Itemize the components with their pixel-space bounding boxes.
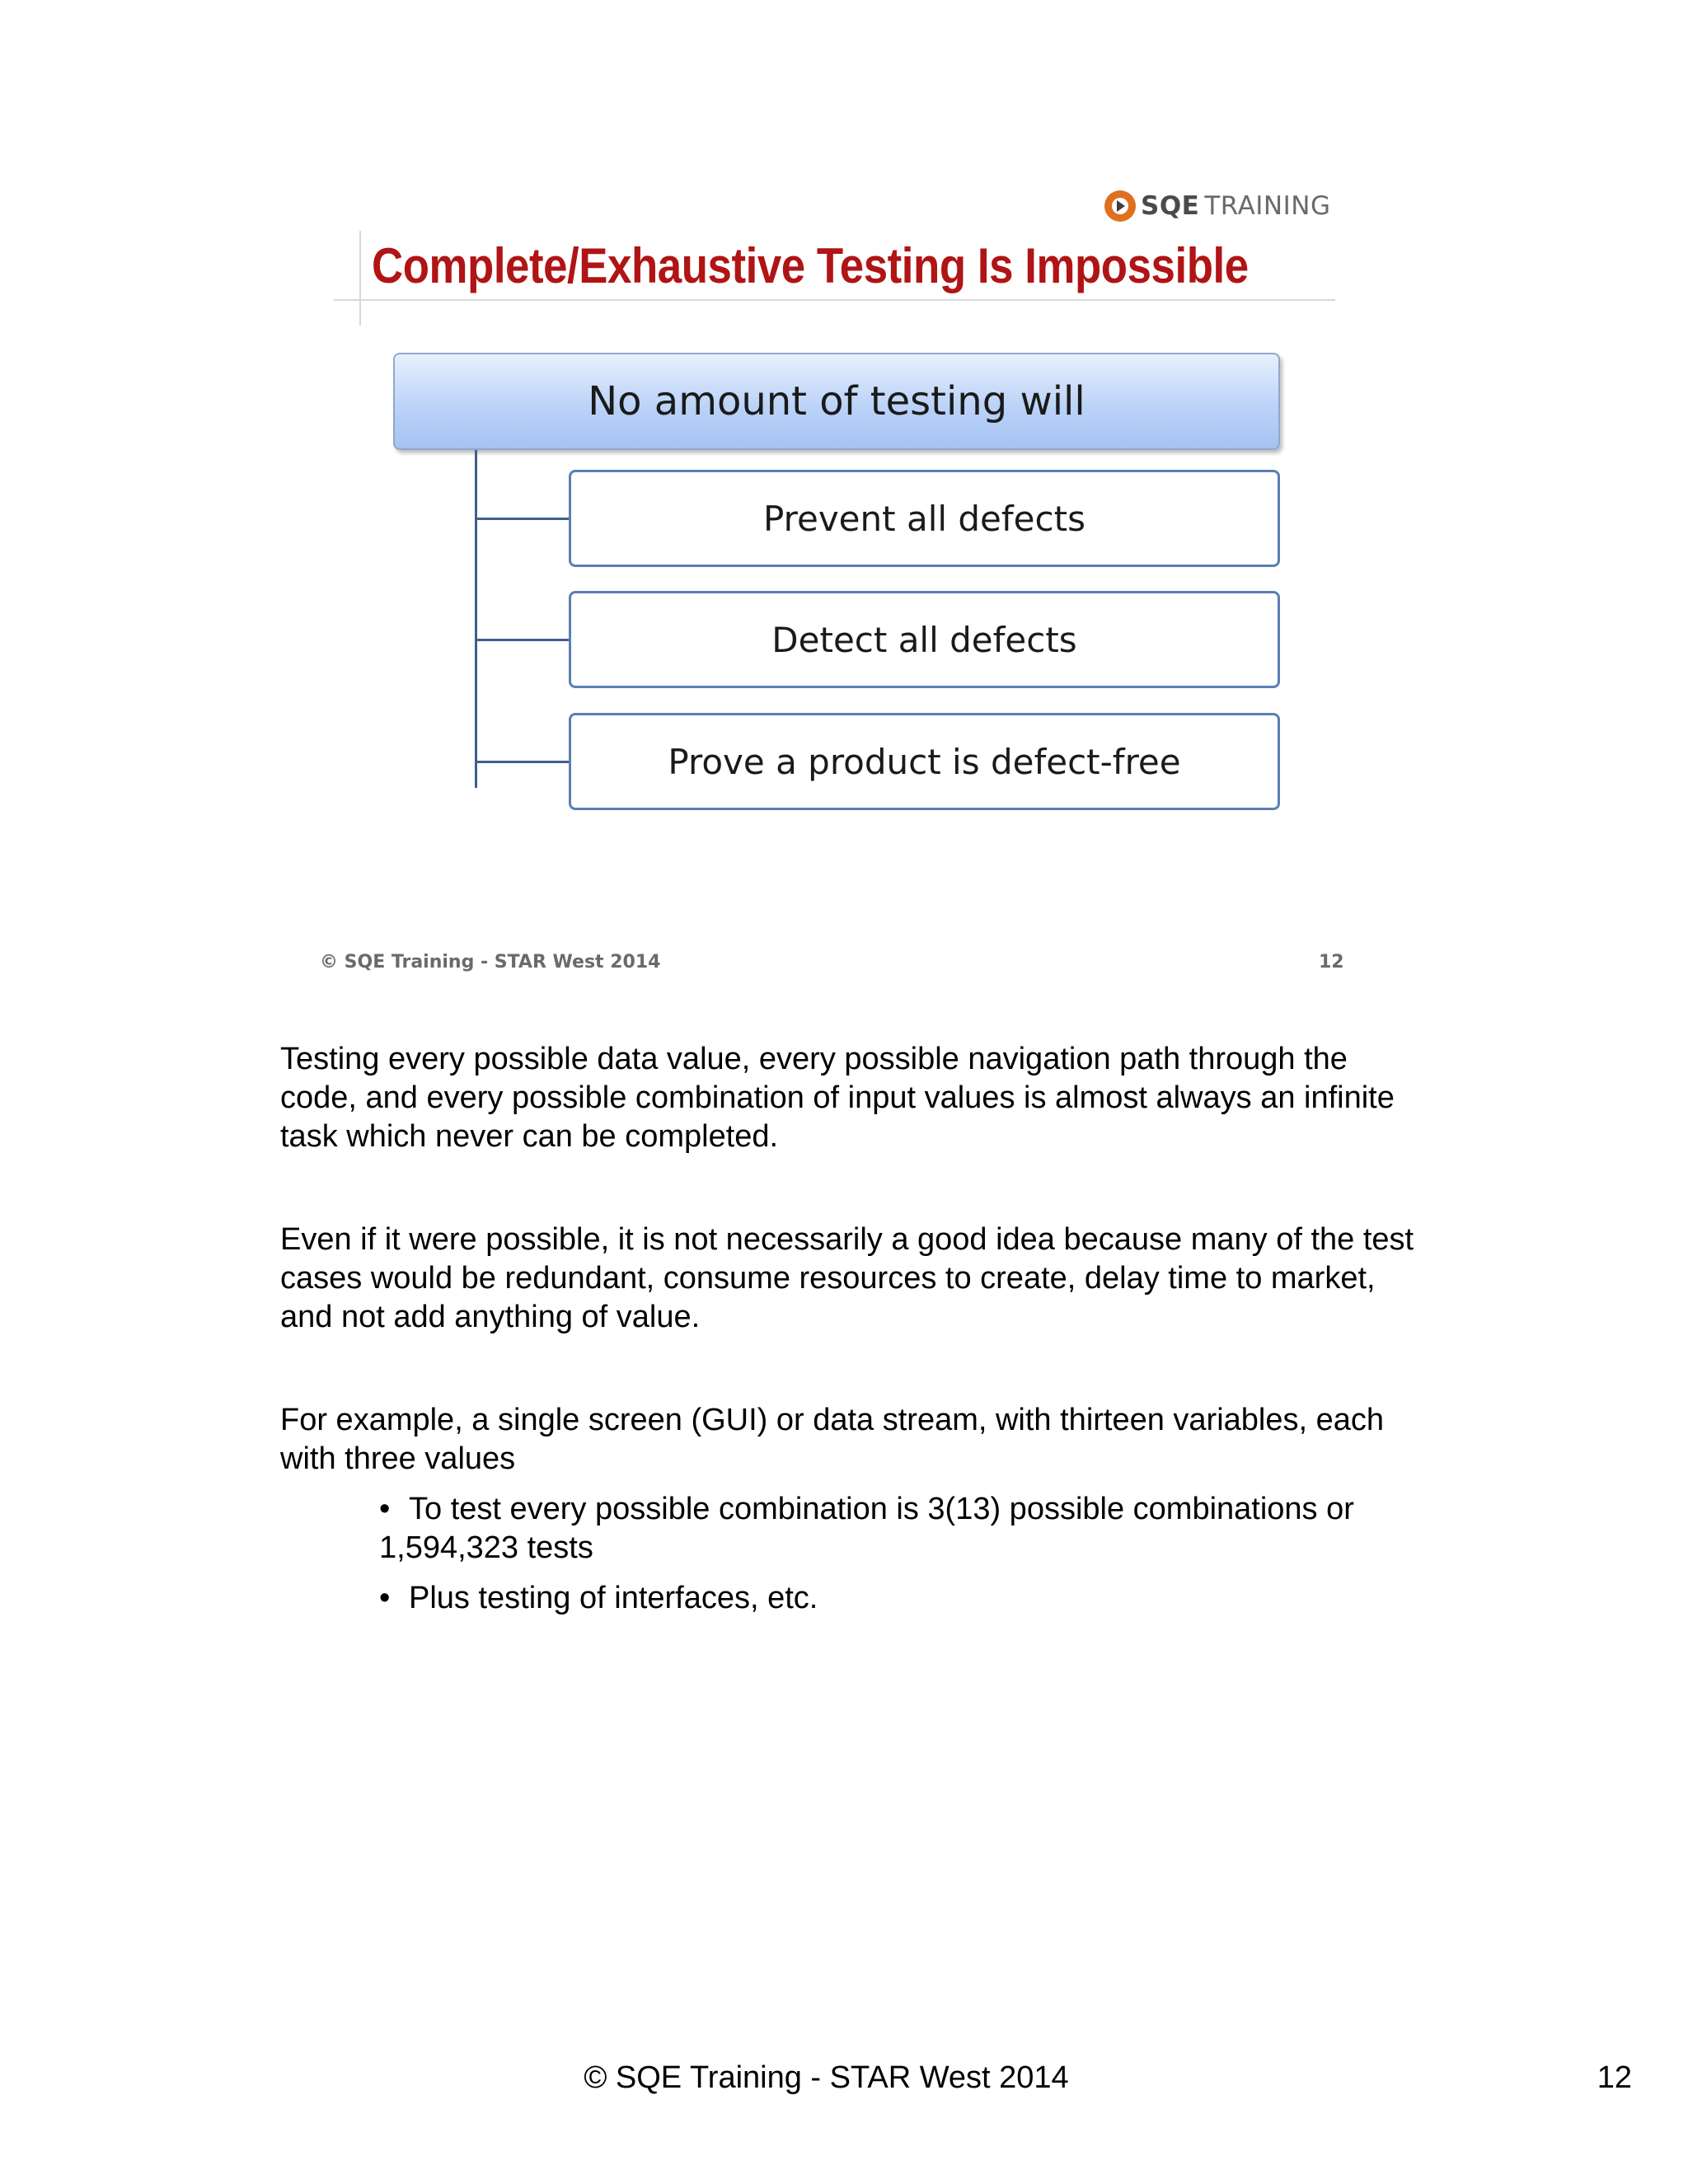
diagram-child-box xyxy=(569,713,1280,810)
sqe-training-logo xyxy=(1104,188,1330,224)
notes-paragraph: Even if it were possible, it is not necessarily a good idea because many of the test cases would be redundant, consume resources to create, delay time to market, and not add anything of value. xyxy=(280,1222,1414,1334)
diagram-branch-line xyxy=(475,518,570,520)
diagram-child-box xyxy=(569,591,1280,688)
diagram-child-box xyxy=(569,470,1280,567)
slide xyxy=(313,165,1385,989)
title-vertical-rule xyxy=(359,231,361,326)
diagram-trunk-line xyxy=(475,450,477,788)
diagram-child-label: Detect all defects xyxy=(771,619,1077,660)
bullet-icon: • xyxy=(379,1581,391,1615)
logo-brand-bold: SQE xyxy=(1141,191,1200,221)
notes-bullet-text: Plus testing of interfaces, etc. xyxy=(409,1581,818,1615)
title-horizontal-rule xyxy=(334,299,1335,301)
page-footer-page-number: 12 xyxy=(1597,2060,1632,2095)
slide-footer-page-number: 12 xyxy=(1319,952,1344,972)
notes-paragraph: For example, a single screen (GUI) or data stream, with thirteen variables, each with three values xyxy=(280,1403,1385,1476)
diagram-branch-line xyxy=(475,639,570,641)
speaker-notes xyxy=(280,1040,1418,1629)
notes-paragraph: Testing every possible data value, every possible navigation path through the code, and every possible combination of input values is almost always an infinite task which never can be completed. xyxy=(280,1042,1395,1154)
notes-bullet-item xyxy=(379,1579,1418,1618)
slide-footer-copyright: © SQE Training - STAR West 2014 xyxy=(320,952,661,972)
slide-title: Complete/Exhaustive Testing Is Impossible xyxy=(372,238,1249,293)
diagram-branch-line xyxy=(475,761,570,763)
diagram-child-label: Prove a product is defect-free xyxy=(668,741,1181,782)
diagram-root-label: No amount of testing will xyxy=(588,378,1085,424)
page-footer-copyright: © SQE Training - STAR West 2014 xyxy=(584,2060,1069,2095)
bullet-icon: • xyxy=(379,1492,391,1526)
notes-bullet-item xyxy=(379,1490,1418,1568)
notes-bullet-text: To test every possible combination is 3(13) possible combinations or 1,594,323 tests xyxy=(379,1492,1354,1565)
diagram-root-box xyxy=(393,353,1280,450)
diagram-child-label: Prevent all defects xyxy=(763,498,1085,539)
logo-brand-light: TRAINING xyxy=(1204,191,1331,221)
notes-bullet-list xyxy=(280,1490,1418,1618)
sqe-play-logo-icon xyxy=(1104,190,1136,222)
